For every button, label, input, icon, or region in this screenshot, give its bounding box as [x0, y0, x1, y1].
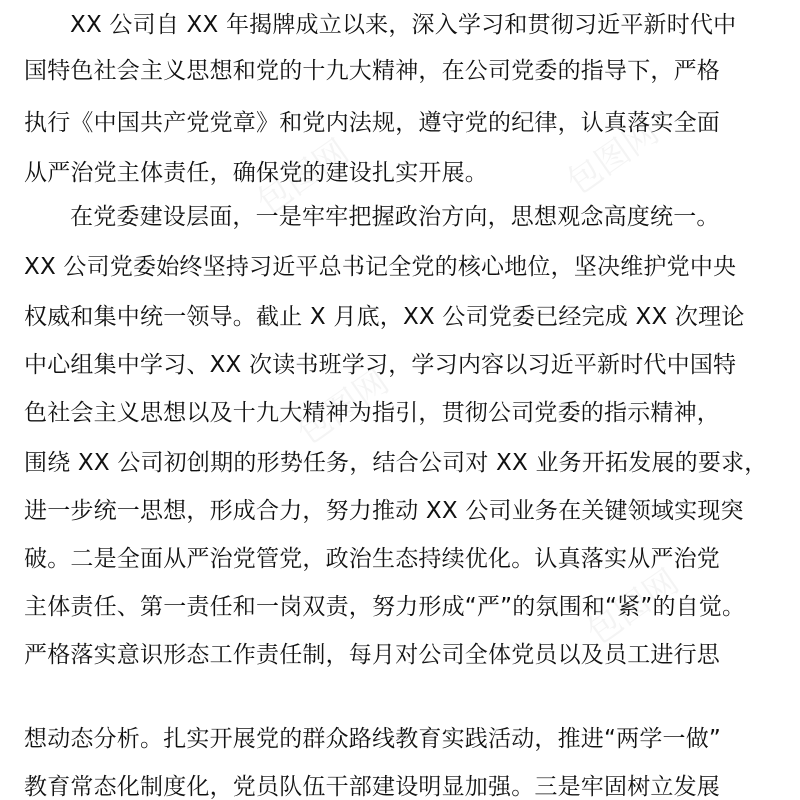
- paragraph-line: 教育常态化制度化，党员队伍干部建设明显加强。三是牢固树立发展: [24, 774, 720, 800]
- paragraph-line: 想动态分析。扎实开展党的群众路线教育实践活动，推进“两学一做”: [24, 726, 722, 752]
- watermark: 包图网: [579, 561, 687, 654]
- watermark: 包图网: [249, 131, 357, 224]
- paragraph-line: 从严治党主体责任，确保党的建设扎实开展。: [24, 160, 488, 186]
- paragraph-line: 中心组集中学习、XX 次读书班学习，学习内容以习近平新时代中国特: [24, 352, 737, 378]
- paragraph-line: 执行《中国共产党党章》和党内法规，遵守党的纪律，认真落实全面: [24, 110, 720, 136]
- paragraph-line: XX 公司党委始终坚持习近平总书记全党的核心地位，坚决维护党中央: [24, 254, 737, 280]
- watermark: 包图网: [289, 361, 397, 454]
- paragraph-line: 国特色社会主义思想和党的十九大精神，在公司党委的指导下，严格: [24, 58, 720, 84]
- paragraph-line: XX 公司自 XX 年揭牌成立以来，深入学习和贯彻习近平新时代中: [70, 12, 737, 38]
- paragraph-line: 围绕 XX 公司初创期的形势任务，结合公司对 XX 业务开拓发展的要求，: [24, 450, 768, 476]
- paragraph-line: 严格落实意识形态工作责任制，每月对公司全体党员以及员工进行思: [24, 642, 720, 668]
- watermark: 包图网: [559, 111, 667, 204]
- paragraph-line: 在党委建设层面，一是牢牢把握政治方向，思想观念高度统一。: [70, 204, 720, 230]
- paragraph-line: 主体责任、第一责任和一岗双责，努力形成“严”的氛围和“紧”的自觉。: [24, 594, 746, 620]
- paragraph-line: 进一步统一思想，形成合力，努力推动 XX 公司业务在关键领域实现突: [24, 498, 744, 524]
- paragraph-line: 色社会主义思想以及十九大精神为指引，贯彻公司党委的指示精神，: [24, 400, 720, 426]
- paragraph-line: 破。二是全面从严治党管党，政治生态持续优化。认真落实从严治党: [24, 546, 720, 572]
- paragraph-line: 权威和集中统一领导。截止 X 月底，XX 公司党委已经完成 XX 次理论: [24, 304, 745, 330]
